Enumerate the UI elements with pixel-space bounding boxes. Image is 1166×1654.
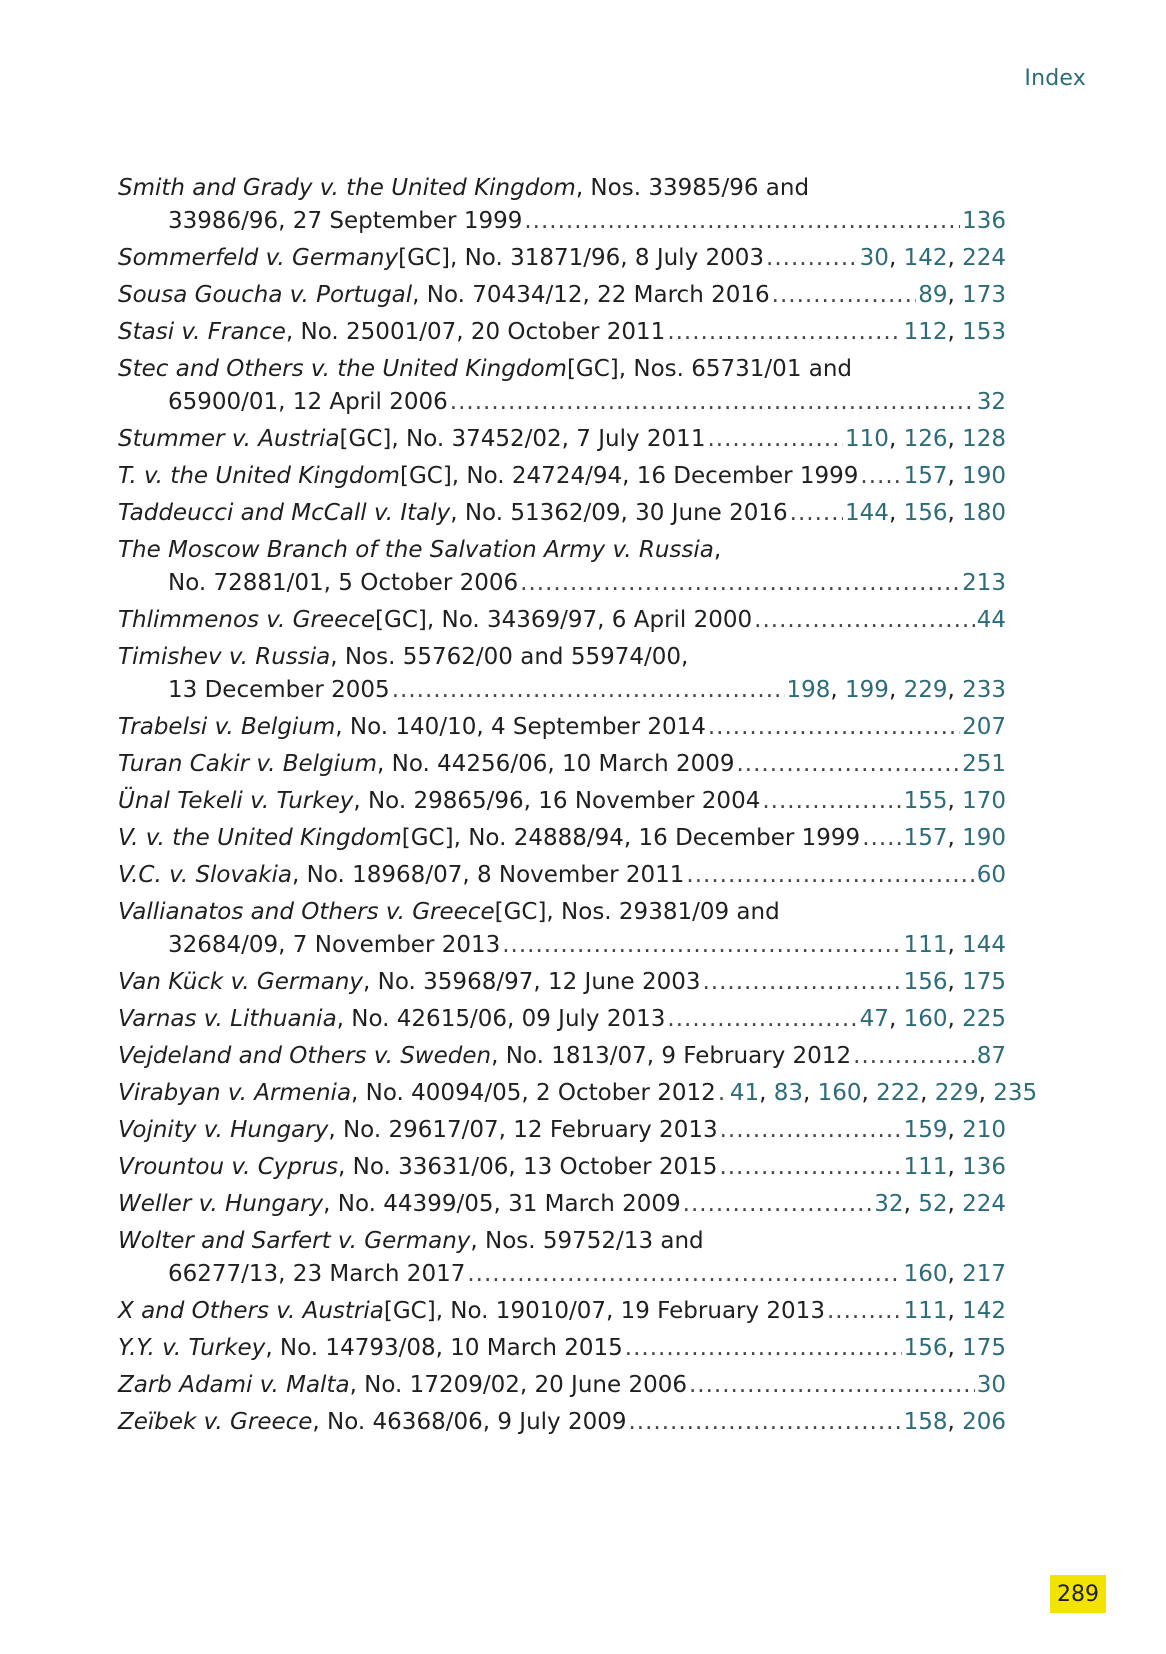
- index-entry: [118, 1369, 1006, 1402]
- case-details: [GC], Nos. 29381/09 and: [494, 899, 780, 925]
- page-separator: ,: [888, 245, 904, 271]
- page-separator: ,: [947, 788, 963, 814]
- page-link[interactable]: 160: [903, 1261, 948, 1287]
- dot-leader: [683, 1188, 873, 1221]
- case-name: Stec and Others v. the United Kingdom: [118, 356, 567, 382]
- entry-line: [118, 534, 1006, 567]
- case-name: Timishev v. Russia: [118, 644, 331, 670]
- page-link[interactable]: 224: [962, 1191, 1006, 1217]
- entry-line: [118, 279, 1006, 312]
- case-name: Stummer v. Austria: [118, 426, 340, 452]
- dot-leader: [667, 316, 901, 349]
- page-link[interactable]: 224: [962, 245, 1006, 271]
- entry-line: [118, 1188, 1006, 1221]
- case-name: Virabyan v. Armenia: [118, 1080, 352, 1106]
- case-details: , Nos. 59752/13 and: [470, 1228, 704, 1254]
- page-separator: ,: [947, 319, 963, 345]
- page-link[interactable]: 206: [962, 1409, 1006, 1435]
- page-separator: ,: [978, 1080, 994, 1106]
- page-link[interactable]: 111: [903, 1298, 948, 1324]
- case-details: , No. 29865/96, 16 November 2004: [353, 788, 761, 814]
- index-entry: [118, 604, 1006, 637]
- index-entry: [118, 497, 1006, 530]
- entry-continuation-line: [118, 1258, 1006, 1291]
- page-link[interactable]: 160: [817, 1080, 862, 1106]
- page-link[interactable]: 112: [903, 319, 948, 345]
- page-link[interactable]: 144: [845, 500, 889, 526]
- dot-leader: [720, 1114, 902, 1147]
- case-name: Smith and Grady v. the United Kingdom: [118, 175, 576, 201]
- entry-continuation-line: [118, 205, 1006, 238]
- dot-leader: [502, 929, 901, 962]
- dot-leader: [737, 748, 961, 781]
- page-separator: ,: [888, 500, 904, 526]
- page-separator: ,: [947, 677, 963, 703]
- page-link[interactable]: 30: [859, 245, 889, 271]
- dot-leader: [708, 711, 960, 744]
- page-link[interactable]: 233: [962, 677, 1006, 703]
- case-details-continued: 65900/01, 12 April 2006: [168, 389, 448, 415]
- entry-line: [118, 859, 1006, 892]
- page-link[interactable]: 111: [903, 1154, 948, 1180]
- case-name: Wolter and Sarfert v. Germany: [118, 1228, 471, 1254]
- dot-leader: [392, 674, 785, 707]
- index-entry: [118, 966, 1006, 999]
- page-link[interactable]: 156: [903, 500, 948, 526]
- index-entry: [118, 896, 1006, 962]
- page-link[interactable]: 126: [903, 426, 948, 452]
- page-references: [730, 1077, 1037, 1110]
- dot-leader: [467, 1258, 901, 1291]
- index-entry: [118, 1003, 1006, 1036]
- case-details: , No. 40094/05, 2 October 2012: [351, 1080, 716, 1106]
- case-details: [GC], No. 34369/97, 6 April 2000: [375, 607, 753, 633]
- page-separator: ,: [888, 1006, 904, 1032]
- case-name: Stasi v. France: [118, 319, 286, 345]
- page-separator: ,: [920, 1080, 935, 1106]
- page-link[interactable]: 229: [934, 1080, 979, 1106]
- index-entry: [118, 316, 1006, 349]
- page-link[interactable]: 153: [962, 319, 1006, 345]
- page-link[interactable]: 89: [918, 282, 948, 308]
- page-references: [962, 711, 1006, 744]
- page-references: [977, 386, 1006, 419]
- page-separator: ,: [947, 825, 963, 851]
- dot-leader: [686, 859, 974, 892]
- page-link[interactable]: 222: [876, 1080, 921, 1106]
- page-link[interactable]: 87: [976, 1043, 1006, 1069]
- page-references: [904, 1406, 1006, 1439]
- index-entry: [118, 1188, 1006, 1221]
- entry-line: [118, 353, 1006, 386]
- index-entry: [118, 1295, 1006, 1328]
- page-separator: ,: [947, 1191, 963, 1217]
- page-link[interactable]: 159: [903, 1117, 948, 1143]
- dot-leader: [629, 1406, 902, 1439]
- page-link[interactable]: 225: [962, 1006, 1006, 1032]
- case-details: , No. 44399/05, 31 March 2009: [323, 1191, 681, 1217]
- case-details: [GC], No. 19010/07, 19 February 2013: [383, 1298, 825, 1324]
- page-references: [904, 1114, 1006, 1147]
- case-name: Van Kück v. Germany: [118, 969, 364, 995]
- entry-line: [118, 966, 1006, 999]
- entry-continuation-line: [118, 674, 1006, 707]
- dot-leader: [689, 1369, 975, 1402]
- page-link[interactable]: 128: [962, 426, 1006, 452]
- page-link[interactable]: 157: [903, 825, 948, 851]
- entry-continuation-line: [118, 929, 1006, 962]
- dot-leader: [702, 966, 901, 999]
- case-details-continued: 32684/09, 7 November 2013: [168, 932, 501, 958]
- page-separator: ,: [947, 969, 963, 995]
- index-entry: [118, 172, 1006, 238]
- entry-line: [118, 604, 1006, 637]
- dot-leader: [790, 497, 843, 530]
- entry-line: [118, 822, 1006, 855]
- dot-leader: [853, 1040, 975, 1073]
- page-references: [904, 460, 1006, 493]
- case-details: , No. 46368/06, 9 July 2009: [312, 1409, 627, 1435]
- dot-leader: [754, 604, 975, 637]
- case-details: , No. 51362/09, 30 June 2016: [450, 500, 788, 526]
- entry-line: [118, 1151, 1006, 1184]
- index-entry: [118, 785, 1006, 818]
- page-link[interactable]: 60: [976, 862, 1006, 888]
- page-references: [962, 567, 1006, 600]
- index-entry: [118, 534, 1006, 600]
- index-entry: [118, 1077, 1038, 1110]
- page-references: [904, 822, 1006, 855]
- case-name: Vallianatos and Others v. Greece: [118, 899, 495, 925]
- case-details: , No. 25001/07, 20 October 2011: [285, 319, 666, 345]
- case-name: Taddeucci and McCall v. Italy: [118, 500, 451, 526]
- case-name: V. v. the United Kingdom: [118, 825, 402, 851]
- dot-leader: [719, 1151, 901, 1184]
- case-details: , No. 44256/06, 10 March 2009: [377, 751, 735, 777]
- case-name: Turan Cakir v. Belgium: [118, 751, 378, 777]
- page-separator: ,: [947, 1298, 963, 1324]
- page-separator: ,: [947, 1409, 963, 1435]
- case-details: , No. 18968/07, 8 November 2011: [292, 862, 685, 888]
- page-separator: ,: [947, 282, 963, 308]
- page-link[interactable]: 111: [903, 932, 948, 958]
- page-references: [962, 748, 1006, 781]
- case-details: , No. 29617/07, 12 February 2013: [328, 1117, 718, 1143]
- case-name: Sousa Goucha v. Portugal: [118, 282, 413, 308]
- page-link[interactable]: 158: [903, 1409, 948, 1435]
- page-link[interactable]: 217: [962, 1261, 1006, 1287]
- dot-leader: [766, 242, 858, 275]
- page-link[interactable]: 210: [962, 1117, 1006, 1143]
- dot-leader: [524, 205, 960, 238]
- page-link[interactable]: 160: [903, 1006, 948, 1032]
- page-link[interactable]: 83: [773, 1080, 803, 1106]
- case-name: X and Others v. Austria: [118, 1298, 384, 1324]
- case-details: , No. 140/10, 4 September 2014: [335, 714, 706, 740]
- page-link[interactable]: 175: [962, 1335, 1006, 1361]
- page-references: [904, 1151, 1006, 1184]
- case-details-continued: 13 December 2005: [168, 677, 390, 703]
- entry-line: [118, 172, 1006, 205]
- case-name: Thlimmenos v. Greece: [118, 607, 376, 633]
- index-entry: [118, 859, 1006, 892]
- page-separator: ,: [888, 426, 904, 452]
- page-link[interactable]: 235: [993, 1080, 1038, 1106]
- page-separator: ,: [759, 1080, 774, 1106]
- entry-line: [118, 423, 1006, 456]
- page-references: [904, 1258, 1006, 1291]
- page-link[interactable]: 142: [903, 245, 948, 271]
- page-link[interactable]: 157: [903, 463, 948, 489]
- case-name: Vejdeland and Others v. Sweden: [118, 1043, 492, 1069]
- case-name: Vrountou v. Cyprus: [118, 1154, 339, 1180]
- page-references: [904, 929, 1006, 962]
- case-details: [GC], No. 31871/96, 8 July 2003: [398, 245, 765, 271]
- page-link[interactable]: 180: [962, 500, 1006, 526]
- page-separator: ,: [947, 426, 963, 452]
- page-references: [904, 966, 1006, 999]
- page-references: [904, 1332, 1006, 1365]
- case-details: [GC], No. 24724/94, 16 December 1999: [399, 463, 859, 489]
- page-references: [874, 1188, 1006, 1221]
- case-name: Zeïbek v. Greece: [118, 1409, 313, 1435]
- case-details-continued: 33986/96, 27 September 1999: [168, 208, 523, 234]
- entry-continuation-line: [118, 567, 1006, 600]
- entry-line: [118, 1114, 1006, 1147]
- case-name: Trabelsi v. Belgium: [118, 714, 336, 740]
- dot-leader: [718, 1077, 728, 1110]
- dot-leader: [625, 1332, 902, 1365]
- case-name: The Moscow Branch of the Salvation Army v. Russia: [118, 537, 714, 563]
- page-link[interactable]: 207: [962, 714, 1006, 740]
- index-entry: [118, 711, 1006, 744]
- page-separator: ,: [803, 1080, 818, 1106]
- index-entry: [118, 1332, 1006, 1365]
- page-separator: ,: [861, 1080, 877, 1106]
- case-details: , No. 42615/06, 09 July 2013: [336, 1006, 666, 1032]
- page-references: [845, 497, 1006, 530]
- page-references: [860, 242, 1006, 275]
- entry-line: [118, 641, 1006, 674]
- page-references: [977, 604, 1006, 637]
- index-entry: [118, 1225, 1006, 1291]
- dot-leader: [827, 1295, 902, 1328]
- page-references: [787, 674, 1007, 707]
- page-link[interactable]: 175: [962, 969, 1006, 995]
- page-references: [977, 1369, 1006, 1402]
- page-separator: ,: [947, 932, 963, 958]
- case-details: , No. 17209/02, 20 June 2006: [349, 1372, 687, 1398]
- page-link[interactable]: 44: [976, 607, 1006, 633]
- page-link[interactable]: 190: [962, 463, 1006, 489]
- page-separator: ,: [947, 1154, 963, 1180]
- dot-leader: [772, 279, 917, 312]
- page-references: [904, 1295, 1006, 1328]
- page-link[interactable]: 47: [859, 1006, 889, 1032]
- case-details: , No. 33631/06, 13 October 2015: [338, 1154, 718, 1180]
- page-link[interactable]: 136: [962, 1154, 1006, 1180]
- dot-leader: [862, 822, 901, 855]
- case-details: , No. 70434/12, 22 March 2016: [412, 282, 770, 308]
- entry-line: [118, 1295, 1006, 1328]
- index-entry: [118, 641, 1006, 707]
- index-entry: [118, 1151, 1006, 1184]
- entry-line: [118, 1225, 1006, 1258]
- page-link[interactable]: 170: [962, 788, 1006, 814]
- entry-line: [118, 1369, 1006, 1402]
- page-separator: ,: [903, 1191, 919, 1217]
- page-link[interactable]: 142: [962, 1298, 1006, 1324]
- entry-line: [118, 1040, 1006, 1073]
- page-references: [918, 279, 1006, 312]
- case-name: Ünal Tekeli v. Turkey: [118, 788, 354, 814]
- dot-leader: [762, 785, 901, 818]
- page-link[interactable]: 32: [874, 1191, 904, 1217]
- index-entry: [118, 1040, 1006, 1073]
- page-separator: ,: [830, 677, 846, 703]
- page-link[interactable]: 229: [903, 677, 948, 703]
- case-name: V.C. v. Slovakia: [118, 862, 293, 888]
- page-link[interactable]: 32: [976, 389, 1006, 415]
- entry-line: [118, 748, 1006, 781]
- page-link[interactable]: 136: [962, 208, 1006, 234]
- dot-leader: [520, 567, 960, 600]
- case-name: T. v. the United Kingdom: [118, 463, 400, 489]
- case-name: Vojnity v. Hungary: [118, 1117, 329, 1143]
- index-entry: [118, 1406, 1006, 1439]
- case-details-continued: No. 72881/01, 5 October 2006: [168, 570, 519, 596]
- page-link[interactable]: 251: [962, 751, 1006, 777]
- page-link[interactable]: 199: [845, 677, 889, 703]
- case-name: Varnas v. Lithuania: [118, 1006, 337, 1032]
- page-references: [977, 859, 1006, 892]
- index-entry: [118, 748, 1006, 781]
- case-name: Weller v. Hungary: [118, 1191, 324, 1217]
- entry-line: [118, 1077, 1038, 1110]
- page-references: [904, 785, 1006, 818]
- case-name: Y.Y. v. Turkey: [118, 1335, 266, 1361]
- running-header: Index: [1024, 66, 1086, 91]
- index-entry: [118, 353, 1006, 419]
- page-references: [962, 205, 1006, 238]
- case-details: [GC], No. 37452/02, 7 July 2011: [339, 426, 706, 452]
- entry-line: [118, 316, 1006, 349]
- page-separator: ,: [947, 463, 963, 489]
- case-details: , Nos. 55762/00 and 55974/00,: [330, 644, 689, 670]
- dot-leader: [667, 1003, 857, 1036]
- page-references: [977, 1040, 1006, 1073]
- page-references: [860, 1003, 1006, 1036]
- index-entry: [118, 1114, 1006, 1147]
- page-number: 289: [1050, 1575, 1106, 1613]
- case-details: , Nos. 33985/96 and: [575, 175, 810, 201]
- case-name: Sommerfeld v. Germany: [118, 245, 399, 271]
- page-separator: ,: [947, 500, 963, 526]
- page-link[interactable]: 155: [903, 788, 948, 814]
- page-separator: ,: [947, 245, 963, 271]
- case-details-continued: 66277/13, 23 March 2017: [168, 1261, 466, 1287]
- case-details: , No. 14793/08, 10 March 2015: [265, 1335, 623, 1361]
- page-separator: ,: [888, 677, 904, 703]
- index-entry: [118, 423, 1006, 456]
- entry-line: [118, 1003, 1006, 1036]
- page-link[interactable]: 110: [845, 426, 889, 452]
- index-entry: [118, 822, 1006, 855]
- page-separator: ,: [947, 1335, 963, 1361]
- page-link[interactable]: 156: [903, 969, 948, 995]
- page-references: [904, 316, 1006, 349]
- case-name: Zarb Adami v. Malta: [118, 1372, 350, 1398]
- page-link[interactable]: 190: [962, 825, 1006, 851]
- dot-leader: [860, 460, 901, 493]
- page-link[interactable]: 30: [976, 1372, 1006, 1398]
- page-separator: ,: [947, 1261, 963, 1287]
- case-details: [GC], Nos. 65731/01 and: [566, 356, 853, 382]
- page-link[interactable]: 156: [903, 1335, 948, 1361]
- entry-line: [118, 497, 1006, 530]
- dot-leader: [707, 423, 843, 456]
- dot-leader: [450, 386, 975, 419]
- index-list: [118, 172, 1038, 1443]
- index-entry: [118, 279, 1006, 312]
- entry-continuation-line: [118, 386, 1006, 419]
- page-references: [845, 423, 1006, 456]
- page-link[interactable]: 144: [962, 932, 1006, 958]
- entry-line: [118, 242, 1006, 275]
- case-details: , No. 35968/97, 12 June 2003: [363, 969, 701, 995]
- index-entry: [118, 460, 1006, 493]
- entry-line: [118, 1332, 1006, 1365]
- entry-line: [118, 460, 1006, 493]
- entry-line: [118, 711, 1006, 744]
- case-details: [GC], No. 24888/94, 16 December 1999: [401, 825, 861, 851]
- page-link[interactable]: 41: [729, 1080, 760, 1106]
- case-details: ,: [713, 537, 722, 563]
- entry-line: [118, 896, 1006, 929]
- page-link[interactable]: 213: [962, 570, 1006, 596]
- page-separator: ,: [947, 1117, 963, 1143]
- case-details: , No. 1813/07, 9 February 2012: [491, 1043, 852, 1069]
- page-link[interactable]: 173: [962, 282, 1006, 308]
- page-separator: ,: [947, 1006, 963, 1032]
- page-link[interactable]: 198: [786, 677, 831, 703]
- entry-line: [118, 1406, 1006, 1439]
- index-entry: [118, 242, 1006, 275]
- entry-line: [118, 785, 1006, 818]
- page-link[interactable]: 52: [918, 1191, 948, 1217]
